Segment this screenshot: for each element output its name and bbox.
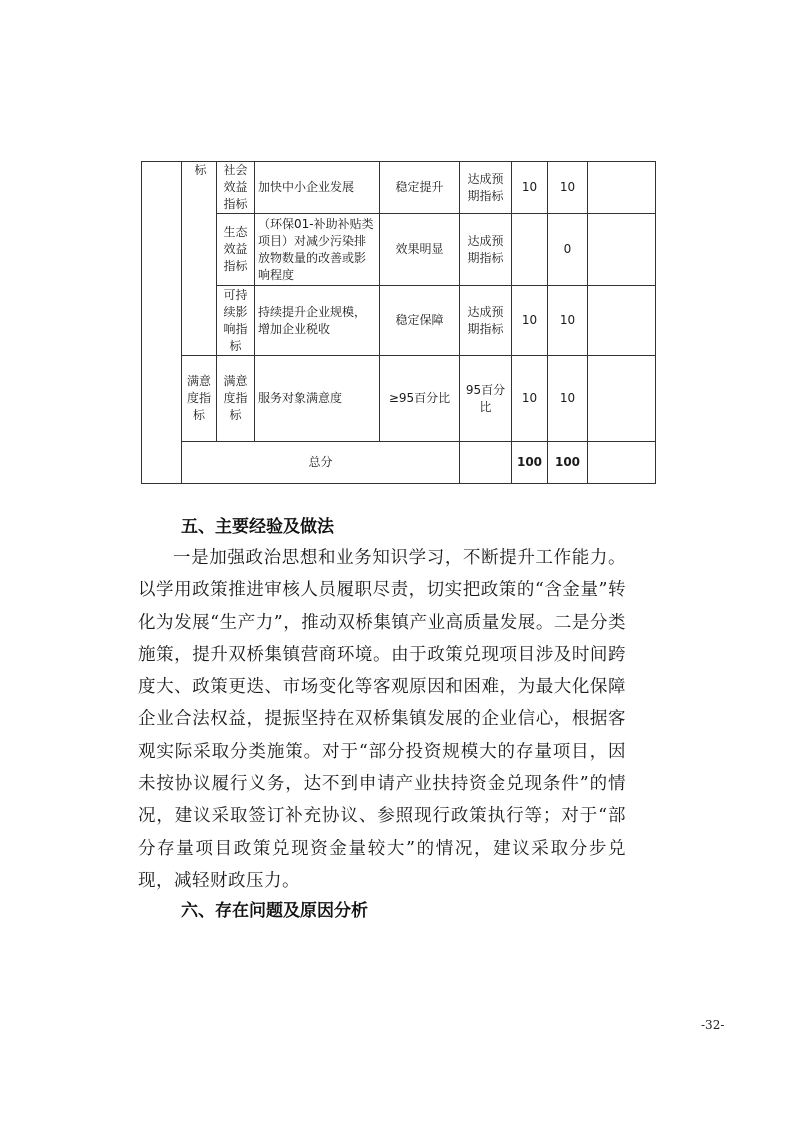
score-cell: 0 bbox=[548, 214, 588, 286]
total-blank-cell bbox=[142, 442, 182, 484]
page-number: -32- bbox=[701, 1018, 725, 1032]
level2-cell: 满意度指标 bbox=[182, 356, 217, 442]
level3-cell: 社会效益指标 bbox=[217, 162, 255, 214]
indicator-cell: 持续提升企业规模，增加企业税收 bbox=[255, 286, 380, 356]
note-cell bbox=[588, 286, 656, 356]
note-cell bbox=[588, 356, 656, 442]
target-cell: ≥95百分比 bbox=[380, 356, 460, 442]
score-cell: 10 bbox=[548, 286, 588, 356]
indicator-cell: 服务对象满意度 bbox=[255, 356, 380, 442]
weight-cell: 10 bbox=[512, 356, 548, 442]
score-cell: 10 bbox=[548, 162, 588, 214]
section-5-title: 五、主要经验及做法 bbox=[181, 517, 334, 537]
performance-table bbox=[141, 161, 656, 484]
total-row bbox=[142, 442, 656, 484]
weight-cell bbox=[512, 214, 548, 286]
section-6-title: 六、存在问题及原因分析 bbox=[181, 901, 368, 921]
table-row bbox=[142, 214, 656, 286]
table-row bbox=[142, 356, 656, 442]
actual-cell: 95百分比 bbox=[460, 356, 512, 442]
actual-cell: 达成预期指标 bbox=[460, 162, 512, 214]
level3-cell: 生态效益指标 bbox=[217, 214, 255, 286]
note-cell bbox=[588, 162, 656, 214]
total-score: 100 bbox=[548, 442, 588, 484]
level2-cell-padding bbox=[182, 162, 195, 356]
level2-cell: 标 bbox=[195, 162, 217, 356]
total-weight: 100 bbox=[512, 442, 548, 484]
target-cell: 效果明显 bbox=[380, 214, 460, 286]
total-label: 总分 bbox=[182, 442, 460, 484]
level3-cell: 可持续影响指标 bbox=[217, 286, 255, 356]
level3-cell: 满意度指标 bbox=[217, 356, 255, 442]
target-cell: 稳定提升 bbox=[380, 162, 460, 214]
target-cell: 稳定保障 bbox=[380, 286, 460, 356]
level1-cell bbox=[142, 162, 182, 442]
actual-cell: 达成预期指标 bbox=[460, 286, 512, 356]
weight-cell: 10 bbox=[512, 286, 548, 356]
section-5-body: 一是加强政治思想和业务知识学习，不断提升工作能力。以学用政策推进审核人员履职尽责，切实把政策的“含金量”转化为发展“生产力”，推动双桥集镇产业高质量发展。二是分类施策，提升双桥集镇营商环境。由于政策兑现项目涉及时间跨度大、政策更迭、市场变化等客观原因和困难，为最大化保障企业合法权益，提振坚持在双桥集镇发展的企业信心，根据客观实际采取分类施策。对于“部分投资规模大的存量项目，因未按协议履行义务，达不到申请产业扶持资金兑现条件”的情况，建议采取签订补充协议、参照现行政策执行等；对于“部分存量项目政策兑现资金量较大”的情况，建议采取分步兑现，减轻财政压力。 bbox=[138, 548, 626, 891]
total-actual-cell bbox=[460, 442, 512, 484]
table-row bbox=[142, 286, 656, 356]
total-note-cell bbox=[588, 442, 656, 484]
note-cell bbox=[588, 214, 656, 286]
score-cell: 10 bbox=[548, 356, 588, 442]
indicator-cell: （环保01-补助补贴类项目）对减少污染排放物数量的改善或影响程度 bbox=[255, 214, 380, 286]
table-row bbox=[142, 162, 656, 214]
actual-cell: 达成预期指标 bbox=[460, 214, 512, 286]
weight-cell: 10 bbox=[512, 162, 548, 214]
indicator-cell: 加快中小企业发展 bbox=[255, 162, 380, 214]
